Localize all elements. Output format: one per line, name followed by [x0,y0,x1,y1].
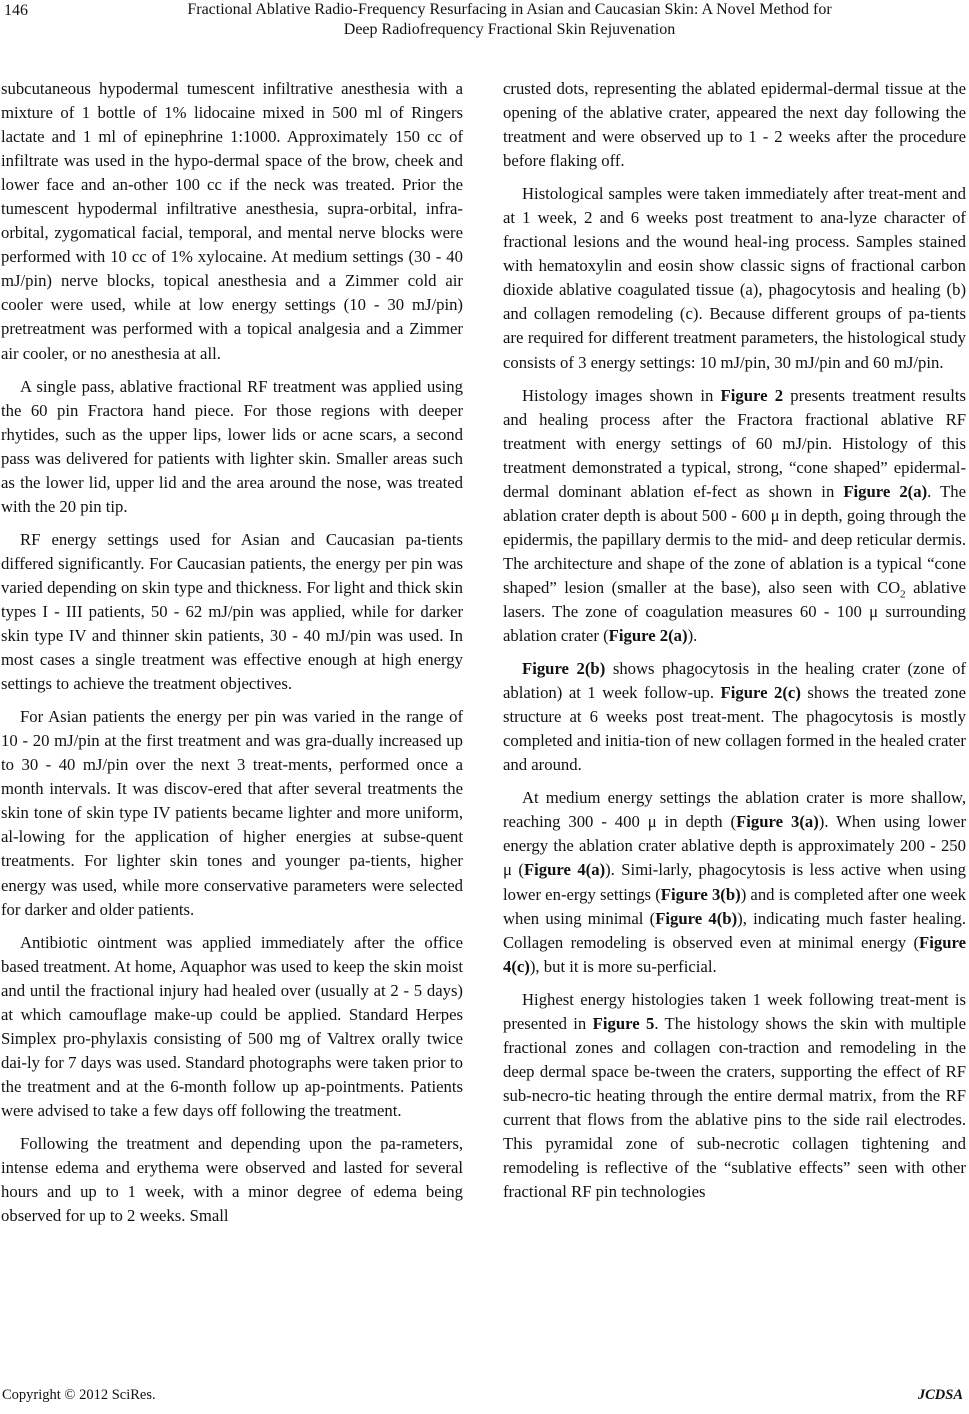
paragraph: Antibiotic ointment was applied immediately after the office based treatment. At home, Aquaphor was used to keep the skin moist and until the fractional injury had healed over (usually at 2 - 5 days) at which camouflage make-up could be applied. Standard Herpes Simplex pro-phylaxis consisting of 500 mg of Valtrex orally twice dai-ly for 7 days was used. Standard photographs were taken prior to the treatment and at the 6-month follow up ap-pointments. Patients were advised to take a few days off following the treatment. [1,932,463,1120]
paragraph: For Asian patients the energy per pin was varied in the range of 10 - 20 mJ/pin at the first treatment and was gra-dually increased up to 30 - 40 mJ/pin over the next 3 treat-ments, performed once a month intervals. It was discov-ered that after several treatments the skin tone of skin type IV patients became lighter and more uniform, al-lowing for the application of higher energies at subse-quent treatments. For lighter skin tones and younger pa-tients, higher energy was used, while more conservative parameters were selected for darker and older patients. [1,707,463,919]
figure-reference[interactable]: Figure 4(a) [523,860,606,880]
copyright-notice: Copyright © 2012 SciRes. [2,1387,156,1403]
paragraph: Following the treatment and depending upon the pa-rameters, intense edema and erythema were observed and lasted for several hours and up to 1 week, with a minor degree of edema being observed for up to 2 weeks. Small [1,1133,463,1226]
paragraph: At medium energy settings the ablation crater is more shallow, reaching 300 - 400 μ in depth (Figure 3(a)). When using lower energy the ablation crater ablative depth is approximately 200 - 250 μ (Figure 4(a)). Simi-larly, phagocytosis is less active when using lower en-ergy settings (Figure 3(b)) and is completed after one week when using minimal (Figure 4(b)), indicating much faster healing. Collagen remodeling is observed even at minimal energy (Figure 4(c)), but it is more su-perficial. [503,788,966,976]
figure-reference[interactable]: Figure 4(b) [655,908,738,928]
paragraph: Highest energy histologies taken 1 week following treat-ment is presented in Figure 5. The histology shows the skin with multiple fractional zones and collagen con-traction and remodeling in the deep dermal space be-tween the craters, supporting the effect of RF sub-necro-tic heating through the entire dermal matrix, from the RF current that flows from the ablative pins to the side rail electrodes. This pyramidal zone of sub-necrotic collagen tightening and remodeling is reflective of the “sublative effects” seen with other fractional RF pin technologies [503,989,967,1202]
figure-reference[interactable]: Figure 4(c) [503,932,966,976]
paragraph: Histology images shown in Figure 2 presents treatment results and healing process after the Fractora fractional ablative RF treatment with energy settings of 60 mJ/pin. Histology of this treatment demonstrated a typical, strong, “cone shaped” epidermal-dermal dominant ablation ef-fect as shown in Figure 2(a). The ablation crater depth is about 500 - 600 μ in depth, going through the epidermis, the papillary dermis to the mid- and deep reticular dermis. The architecture and shape of the zone of ablation is a typical “cone shaped” lesion (smaller at the base), also seen with $CO_2$ ablative lasers. The zone of coagulation measures 60 - 100 μ surrounding ablation crater (Figure 2(a)). [503,385,967,646]
paragraph: RF energy settings used for Asian and Caucasian pa-tients differed significantly. For Caucasian patients, the energy per pin was varied depending on skin type and thickness. For light and thick skin types I - III patients, 50 - 62 mJ/pin was applied, while for darker skin type IV and thinner skin patients, 30 - 40 mJ/pin was used. In most cases a single treatment was effective enough at high energy settings to achieve the treatment objectives. [1,529,463,694]
paragraph: crusted dots, representing the ablated epidermal-dermal tissue at the opening of the ablative crater, appeared the next day following the treatment and were observed up to 1 - 2 weeks after the procedure before flaking off. [503,79,966,171]
figure-reference[interactable]: Figure 2(c) [720,683,801,703]
running-head-line-2: Deep Radiofrequency Fractional Skin Rejuvenation [343,21,676,38]
page-number: 146 [4,2,28,19]
paragraph: Histological samples were taken immediately after treat-ment and at 1 week, 2 and 6 weeks post treatment to ana-lyze character of fractional lesions and the wound heal-ing process. Samples stained with hematoxylin and eosin show classic signs of fractional carbon dioxide ablative coagulated tissue (a), phagocytosis and healing (b) and collagen remodeling (c). Because different groups of pa-tients are required for different treatment parameters, the histological study consists of 3 energy settings: 10 mJ/pin, 30 mJ/pin and 60 mJ/pin. [503,184,966,372]
paragraph: subcutaneous hypodermal tumescent infiltrative anesthesia with a mixture of 1 bottle of 1% lidocaine mixed in 500 ml of Ringers lactate and 1 ml of epinephrine 1:1000. Approximately 150 cc of infiltrate was used in the hypo-dermal space of the brow, cheek and lower face and an-other 100 cc if the neck was treated. Prior the tumescent hypodermal infiltrative anesthesia, supra-orbital, infra-orbital, zygomatical facial, temporal, and mental nerve blocks were performed with 10 cc of 1% xylocaine. At medium settings (30 - 40 mJ/pin) nerve blocks, topical anesthesia and a Zimmer cold air cooler were used, while at low energy settings (10 - 30 mJ/pin) pretreatment was performed with a topical analgesia and a Zimmer air cooler, or no anesthesia at all. [1,79,463,363]
paragraph: A single pass, ablative fractional RF treatment was applied using the 60 pin Fractora hand piece. For those regions with deeper rhytides, such as the upper lips, lower lids or acne scars, a second pass was delivered for patients with lighter skin. Smaller areas such as the lower lid, upper lid and the area around the nose, was treated with the 20 pin tip. [1,376,463,516]
figure-reference[interactable]: Figure 3(b) [660,884,741,904]
running-head [60,0,959,40]
journal-abbreviation: JCDSA [917,1387,963,1403]
right-column [503,77,966,1213]
figure-reference[interactable]: Figure 2(a) [843,481,928,501]
left-column [1,77,463,1237]
running-head-line-1: Fractional Ablative Radio-Frequency Resurfacing in Asian and Caucasian Skin: A Novel Method for [187,1,832,18]
figure-reference[interactable]: Figure 3(a) [736,812,819,832]
figure-reference[interactable]: Figure 2(b) [522,659,606,679]
figure-reference[interactable]: Figure 2 [720,385,784,405]
figure-reference[interactable]: Figure 2(a) [608,626,688,646]
figure-reference[interactable]: Figure 5 [592,1013,655,1033]
paragraph: Figure 2(b) shows phagocytosis in the healing crater (zone of ablation) at 1 week follow-up. Figure 2(c) shows the treated zone structure at 6 weeks post treat-ment. The phagocytosis is mostly completed and initia-tion of new collagen formed in the healed crater and around. [503,659,966,775]
